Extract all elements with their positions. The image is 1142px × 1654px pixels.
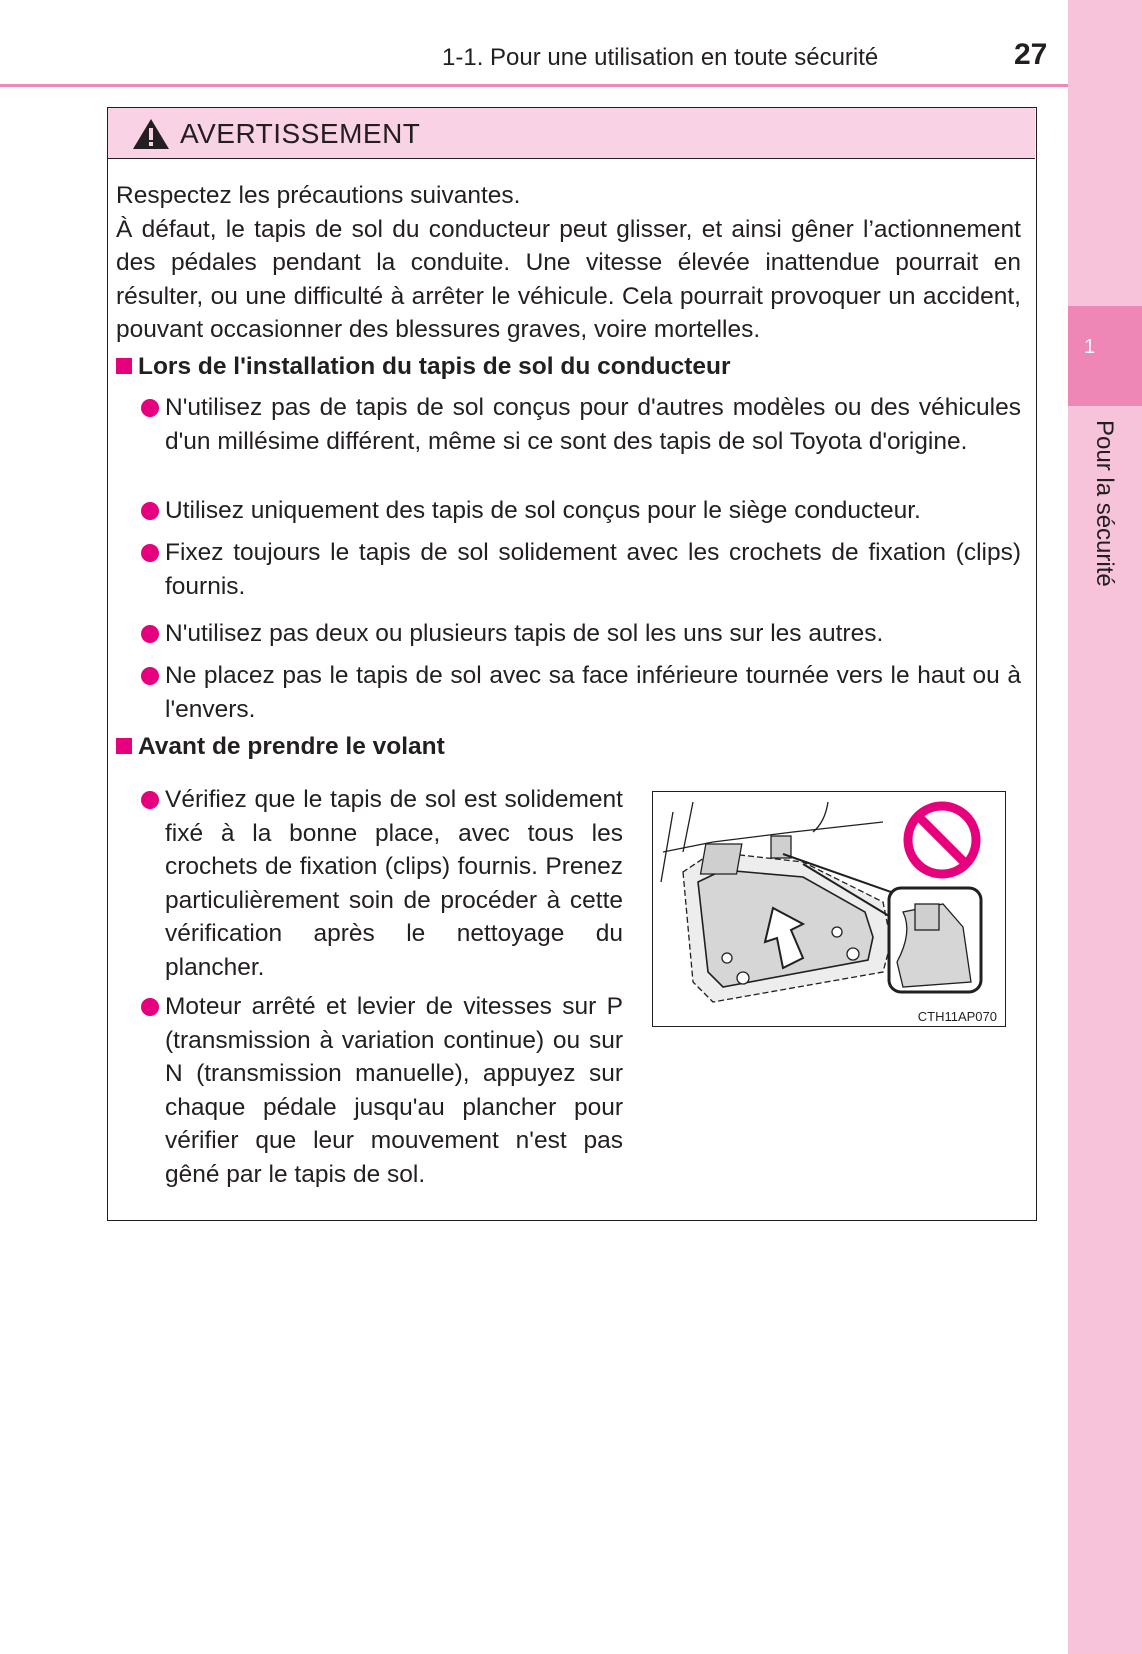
list-item-text: Vérifiez que le tapis de sol est solidement fixé à la bonne place, avec tous les crochets de fixation (clips) fournis. Prenez particulièrement soin de procéder à cette vérification après le nettoyage du plancher. xyxy=(165,786,623,981)
bullet-dot-icon xyxy=(141,399,159,417)
bullet-dot-icon xyxy=(141,625,159,643)
subheading-installation xyxy=(116,353,731,381)
list-item-text: Moteur arrêté et levier de vitesses sur P (transmission à variation continue) ou sur N (transmission manuelle), appuyez sur chaque pédale jusqu'au plancher pour vérifier que leur mouvement n'est pas gêné par le tapis de sol. xyxy=(165,993,623,1188)
list-item xyxy=(165,990,623,1191)
subheading-text: Avant de prendre le volant xyxy=(138,733,445,760)
list-item-text: N'utilisez pas de tapis de sol conçus pour d'autres modèles ou des véhicules d'un millésime différent, même si ce sont des tapis de sol Toyota d'origine. xyxy=(165,394,1021,455)
subheading-before-driving xyxy=(116,733,445,761)
header-rule xyxy=(0,84,1068,87)
list-item xyxy=(165,391,1021,458)
bullet-dot-icon xyxy=(141,791,159,809)
chapter-title: Pour la sécurité xyxy=(1091,420,1118,587)
page-number: 27 xyxy=(1014,38,1048,71)
warning-box xyxy=(107,107,1037,1221)
list-item-text: Fixez toujours le tapis de sol solidement avec les crochets de fixation (clips) fournis. xyxy=(165,539,1021,600)
section-title: 1-1. Pour une utilisation en toute sécurité xyxy=(442,44,879,71)
bullet-dot-icon xyxy=(141,544,159,562)
list-item-text: Ne placez pas le tapis de sol avec sa face inférieure tournée vers le haut ou à l'envers. xyxy=(165,662,1021,723)
list-item-text: N'utilisez pas deux ou plusieurs tapis de sol les uns sur les autres. xyxy=(165,620,884,647)
square-bullet-icon xyxy=(116,738,132,754)
list-item xyxy=(165,617,1021,651)
warning-title: AVERTISSEMENT xyxy=(180,118,421,149)
chapter-box xyxy=(1068,306,1142,406)
chapter-side-tab xyxy=(1068,0,1142,1654)
bullet-dot-icon xyxy=(141,667,159,685)
figure-code: CTH11AP070 xyxy=(917,1009,997,1024)
list-item xyxy=(165,536,1021,603)
list-item xyxy=(165,659,1021,726)
warning-triangle-icon xyxy=(132,118,170,150)
square-bullet-icon xyxy=(116,358,132,374)
list-item-text: Utilisez uniquement des tapis de sol conçus pour le siège conducteur. xyxy=(165,497,921,524)
floor-mat-illustration xyxy=(652,791,1006,1027)
bullet-dot-icon xyxy=(141,502,159,520)
warning-intro: Respectez les précautions suivantes. À défaut, le tapis de sol du conducteur peut glisser, et ainsi gêner l’actionnement des pédales pendant la conduite. Une vitesse élevée inattendue pourrait en résulter, ou une difficulté à arrêter le véhicule. Cela pourrait provoquer un accident, pouvant occasionner des blessures graves, voire mortelles. xyxy=(116,182,1021,343)
list-item xyxy=(165,783,623,984)
floor-mat-drawing xyxy=(653,792,1007,1028)
chapter-number: 1 xyxy=(1084,336,1096,358)
bullet-dot-icon xyxy=(141,998,159,1016)
list-item xyxy=(165,494,1021,528)
warning-header xyxy=(108,108,1035,159)
subheading-text: Lors de l'installation du tapis de sol du conducteur xyxy=(138,353,731,380)
